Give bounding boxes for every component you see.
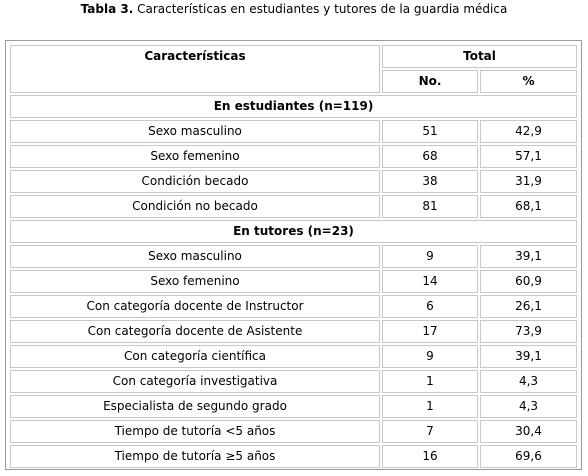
row-label: Condición no becado (10, 195, 380, 218)
row-percent: 4,3 (480, 370, 577, 393)
table-row (10, 320, 577, 343)
row-count: 16 (382, 445, 478, 468)
row-percent: 30,4 (480, 420, 577, 443)
row-label: Sexo femenino (10, 145, 380, 168)
section-title: En estudiantes (n=119) (10, 95, 577, 118)
row-count: 14 (382, 270, 478, 293)
table-row (10, 295, 577, 318)
row-percent: 39,1 (480, 345, 577, 368)
row-count: 1 (382, 370, 478, 393)
row-percent: 39,1 (480, 245, 577, 268)
header-no: No. (382, 70, 478, 93)
table-row (10, 445, 577, 468)
row-count: 68 (382, 145, 478, 168)
row-label: Tiempo de tutoría <5 años (10, 420, 380, 443)
row-percent: 73,9 (480, 320, 577, 343)
table-row (10, 170, 577, 193)
row-label: Especialista de segundo grado (10, 395, 380, 418)
row-percent: 68,1 (480, 195, 577, 218)
header-pct: % (480, 70, 577, 93)
row-count: 9 (382, 245, 478, 268)
row-count: 1 (382, 395, 478, 418)
header-row (10, 45, 577, 68)
table-row (10, 120, 577, 143)
row-label: Condición becado (10, 170, 380, 193)
table-row (10, 145, 577, 168)
table-caption (0, 0, 588, 22)
row-percent: 69,6 (480, 445, 577, 468)
row-label: Sexo masculino (10, 120, 380, 143)
row-percent: 4,3 (480, 395, 577, 418)
row-label: Sexo femenino (10, 270, 380, 293)
header-characteristics: Características (10, 45, 380, 93)
table-row (10, 420, 577, 443)
row-percent: 60,9 (480, 270, 577, 293)
row-label: Con categoría docente de Asistente (10, 320, 380, 343)
table-row (10, 245, 577, 268)
header-total: Total (382, 45, 577, 68)
row-count: 51 (382, 120, 478, 143)
section-row (10, 220, 577, 243)
row-count: 9 (382, 345, 478, 368)
row-label: Con categoría docente de Instructor (10, 295, 380, 318)
section-title: En tutores (n=23) (10, 220, 577, 243)
table-title: Características en estudiantes y tutores de la guardia médica (133, 2, 508, 16)
row-count: 38 (382, 170, 478, 193)
row-count: 17 (382, 320, 478, 343)
row-percent: 31,9 (480, 170, 577, 193)
row-percent: 42,9 (480, 120, 577, 143)
table-row (10, 345, 577, 368)
row-count: 7 (382, 420, 478, 443)
row-label: Sexo masculino (10, 245, 380, 268)
table-number: Tabla 3. (80, 2, 134, 16)
characteristics-table (8, 43, 579, 470)
row-percent: 26,1 (480, 295, 577, 318)
row-label: Tiempo de tutoría ≥5 años (10, 445, 380, 468)
table-row (10, 195, 577, 218)
section-row (10, 95, 577, 118)
row-count: 81 (382, 195, 478, 218)
row-count: 6 (382, 295, 478, 318)
row-label: Con categoría investigativa (10, 370, 380, 393)
table-row (10, 395, 577, 418)
row-percent: 57,1 (480, 145, 577, 168)
table-row (10, 370, 577, 393)
row-label: Con categoría científica (10, 345, 380, 368)
table-row (10, 270, 577, 293)
table-frame (5, 40, 582, 470)
